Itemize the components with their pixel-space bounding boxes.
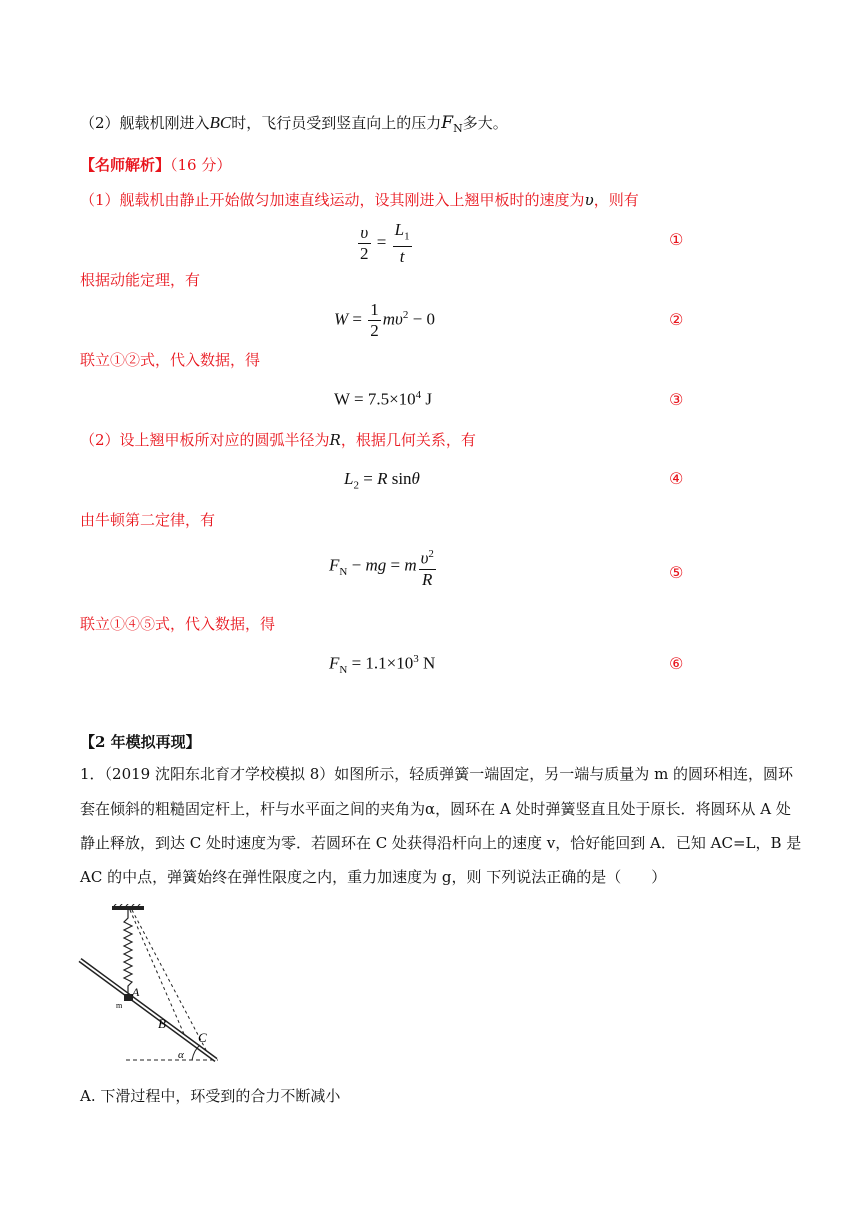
analysis-paragraph-3: 联立①②式，代入数据，得 bbox=[80, 351, 261, 369]
equation-3-exp: 4 bbox=[415, 389, 422, 401]
question-2-line bbox=[80, 112, 508, 140]
analysis-paragraph-5: 由牛顿第二定律，有 bbox=[80, 511, 216, 529]
question-2-mid: 时，飞行员受到竖直向上的压力 bbox=[231, 114, 442, 132]
mark-2: ② bbox=[669, 310, 684, 329]
analysis-paragraph-1 bbox=[80, 189, 639, 211]
analysis-heading-score: （16 分） bbox=[170, 156, 232, 174]
mark-1: ① bbox=[669, 230, 684, 249]
question-1-line-3: 静止释放，到达 C 处时速度为零．若圆环在 C 处获得沿杆向上的速度 v，恰好能回到 A．已知 AC=L，B 是 bbox=[80, 834, 802, 852]
var-r: R bbox=[329, 431, 341, 449]
equation-6-unit: N bbox=[418, 653, 436, 673]
analysis-paragraph-6: 联立①④⑤式，代入数据，得 bbox=[80, 615, 276, 633]
label-c: C bbox=[198, 1030, 207, 1045]
equation-2: W = $\frac{1}{2}$ $m\upsilon^2 - 0$ bbox=[334, 300, 435, 340]
mark-4: ④ bbox=[669, 469, 684, 488]
label-b: B bbox=[158, 1016, 166, 1031]
var-bc: BC bbox=[209, 113, 232, 132]
section-heading: 【2 年模拟再现】 bbox=[80, 733, 201, 751]
option-a: A. 下滑过程中，环受到的合力不断减小 bbox=[80, 1087, 341, 1105]
equation-6-text: = 1.1×10 bbox=[347, 653, 414, 673]
label-m: m bbox=[116, 1001, 123, 1010]
var-f-sub: N bbox=[453, 122, 463, 135]
question-1-line-1: 1．（2019 沈阳东北育才学校模拟 8）如图所示，轻质弹簧一端固定，另一端与质量为 m 的圆环相连，圆环 bbox=[80, 765, 794, 783]
analysis-paragraph-2: 根据动能定理，有 bbox=[80, 271, 201, 289]
question-1-line-2: 套在倾斜的粗糙固定杆上，杆与水平面之间的夹角为α，圆环在 A 处时弹簧竖直且处于原长．将圆环从 A 处 bbox=[80, 800, 791, 818]
label-a: A bbox=[132, 985, 140, 999]
question-2-suffix: 多大。 bbox=[462, 114, 508, 132]
analysis-p1-tail: ，则有 bbox=[593, 191, 639, 209]
analysis-paragraph-4 bbox=[80, 429, 476, 451]
mark-3: ③ bbox=[669, 390, 684, 409]
equation-5: $F_N$ − mg = m $\frac{\upsilon^2}{R}$ bbox=[329, 544, 438, 590]
analysis-p1-text: （1）舰载机由静止开始做匀加速直线运动，设其刚进入上翘甲板时的速度为 bbox=[80, 191, 585, 209]
question-1-line-4: AC 的中点，弹簧始终在弹性限度之内，重力加速度为 g，则 下列说法正确的是（ ） bbox=[80, 868, 667, 886]
mark-6: ⑥ bbox=[669, 654, 684, 673]
mark-5: ⑤ bbox=[669, 563, 684, 582]
var-upsilon: υ bbox=[584, 191, 594, 209]
equation-4: $L_2 = R$ sinθ bbox=[344, 469, 420, 492]
equation-1: $\frac{\upsilon}{2}$ = $\frac{L_1}{t}$ bbox=[360, 220, 410, 267]
equation-3-unit: J bbox=[421, 389, 433, 409]
analysis-p4-a: （2）设上翘甲板所对应的圆弧半径为 bbox=[80, 431, 330, 449]
analysis-p4-b: ，根据几何关系，有 bbox=[340, 431, 476, 449]
equation-3-text: W = 7.5×10 bbox=[334, 389, 416, 409]
analysis-heading bbox=[80, 154, 231, 176]
analysis-heading-bracket: 【名师解析】 bbox=[80, 156, 171, 174]
label-alpha: α bbox=[178, 1049, 184, 1061]
spring bbox=[124, 910, 132, 996]
equation-3 bbox=[334, 389, 432, 410]
dashed-line-c bbox=[132, 910, 206, 1050]
var-f: F bbox=[441, 113, 454, 133]
equation-6: $F_N = 1.1\times 10^3$ N bbox=[329, 653, 436, 677]
question-2-prefix: （2）舰载机刚进入 bbox=[80, 114, 210, 132]
spring-ring-figure bbox=[74, 904, 234, 1064]
equation-6-exp: 3 bbox=[413, 653, 419, 665]
